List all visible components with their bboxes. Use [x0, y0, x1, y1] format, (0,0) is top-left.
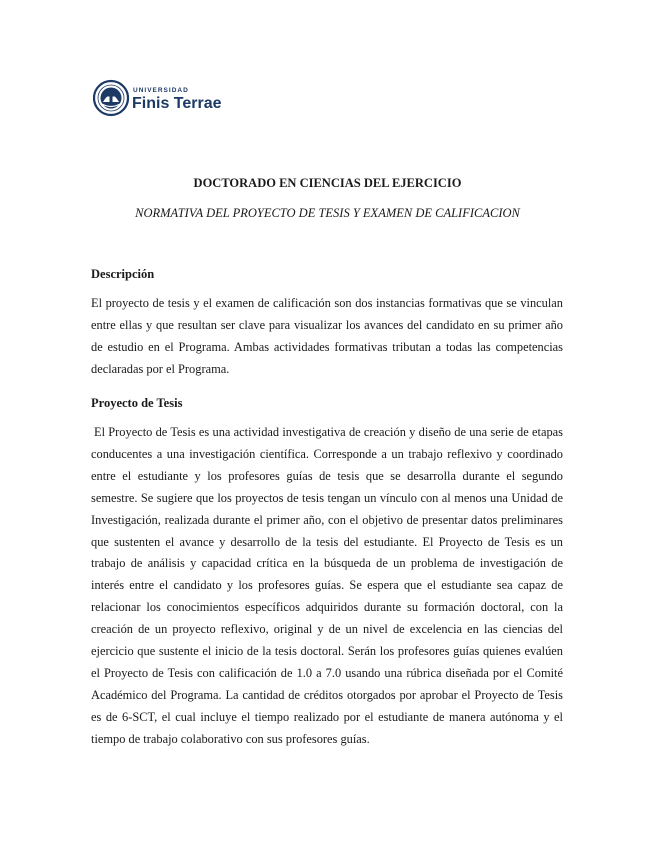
logo-name: Finis Terrae [132, 95, 222, 112]
university-logo [93, 76, 233, 124]
logo-small-text: UNIVERSIDAD [133, 87, 189, 94]
section-body-proyecto-de-tesis: El Proyecto de Tesis es una actividad investigativa de creación y diseño de una serie de etapas conducentes a una investigación científica. Corresponde a un trabajo reflexivo y coordinado entre el estudiante y los profesores guías de tesis que se desarrolla durante el segundo semestre. Se sugiere que los proyectos de tesis tengan un vínculo con al menos una Unidad de Investigación, realizada durante el primer año, con el objetivo de presentar datos preliminares que sustenten el avance y desarrollo de la tesis del estudiante. El Proyecto de Tesis es un trabajo de análisis y capacidad crítica en la búsqueda de un problema de investigación de interés entre el candidato y los profesores guías. Se espera que el estudiante sea capaz de relacionar los conocimientos específicos adquiridos durante su formación doctoral, con la creación de un proyecto reflexivo, original y de un nivel de excelencia en las ciencias del ejercicio que sustente el inicio de la tesis doctoral. Serán los profesores guías quienes evalúen el Proyecto de Tesis con calificación de 1.0 a 7.0 usando una rúbrica diseñada por el Comité Académico del Programa. La cantidad de créditos otorgados por aprobar el Proyecto de Tesis es de 6-SCT, el cual incluye el tiempo realizado por el estudiante de manera autónoma y el tiempo de trabajo colaborativo con sus profesores guías. [91, 425, 563, 746]
section-heading-descripcion: Descripción [91, 267, 155, 281]
section-heading-proyecto-de-tesis: Proyecto de Tesis [91, 396, 183, 410]
document-title: DOCTORADO EN CIENCIAS DEL EJERCICIO [193, 176, 462, 190]
section-body-descripcion: El proyecto de tesis y el examen de calificación son dos instancias formativas que se vinculan entre ellas y que resultan ser clave para visualizar los avances del candidato en su primer año de estudio en el Programa. Ambas actividades formativas tributan a todas las competencias declaradas por el Programa. [91, 296, 563, 376]
university-seal-icon [93, 76, 137, 120]
document-subtitle: NORMATIVA DEL PROYECTO DE TESIS Y EXAMEN DE CALIFICACION [135, 206, 520, 220]
